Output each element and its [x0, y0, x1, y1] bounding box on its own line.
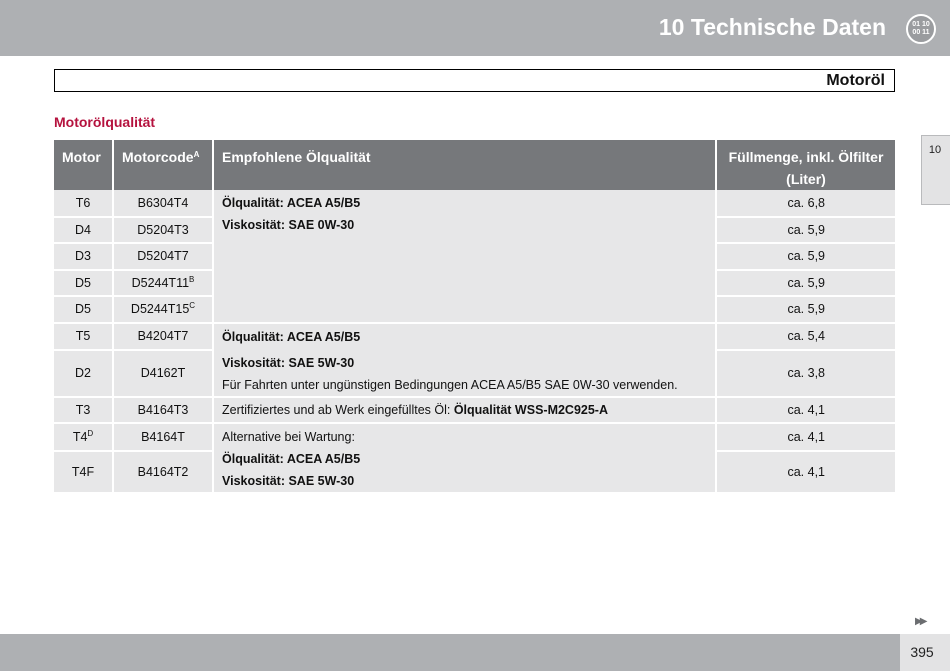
cell-code-with-footnote: [113, 270, 213, 297]
viscosity-text: Viskosität: SAE 0W-30: [222, 218, 355, 232]
viscosity-text: Viskosität: SAE 5W-30: [222, 474, 355, 488]
code-text: D5244T15: [130, 302, 190, 317]
cell-code: B6304T4: [113, 190, 213, 217]
side-tab-label: 10: [928, 144, 942, 156]
cell-code: D5204T3: [113, 217, 213, 244]
header-quality: Empfohlene Ölqualität: [213, 140, 716, 190]
page-number-box: [900, 634, 950, 671]
cell-motor: T5: [54, 323, 113, 350]
cell-motor: D5: [54, 296, 113, 323]
chapter-gauge-icon: [906, 14, 936, 44]
cell-fill: ca. 4,1: [716, 451, 895, 493]
quality-text: Ölqualität: ACEA A5/B5: [222, 452, 361, 466]
quality-text: Ölqualität: ACEA A5/B5: [222, 329, 361, 344]
viscosity-text: Viskosität: SAE 5W-30: [222, 355, 355, 370]
cell-code: B4164T: [113, 423, 213, 451]
cell-code: D5204T7: [113, 243, 213, 270]
cell-motor-with-footnote: [54, 423, 113, 451]
chapter-header-bar: [0, 0, 950, 56]
chapter-side-tab[interactable]: [921, 135, 950, 205]
table-row: [54, 397, 895, 424]
cell-motor: T3: [54, 397, 113, 424]
note-text: Für Fahrten unter ungünstigen Bedingungen ACEA A5/B5 SAE 0W-30 verwenden.: [222, 377, 678, 392]
section-title-box: [54, 69, 895, 92]
cell-motor: D5: [54, 270, 113, 297]
header-fill-line2: (Liter): [786, 171, 826, 187]
page-number: 395: [910, 644, 934, 660]
header-fill-line1: Füllmenge, inkl. Ölfilter: [728, 149, 884, 165]
motor-footnote: D: [87, 428, 94, 438]
cell-quality-group-2: [213, 323, 716, 397]
cell-fill: ca. 4,1: [716, 423, 895, 451]
factory-oil-spec: Ölqualität WSS-M2C925-A: [453, 402, 608, 417]
cell-fill: ca. 5,9: [716, 270, 895, 297]
header-motor: Motor: [54, 140, 113, 190]
chapter-title: 10 Technische Daten: [658, 14, 886, 40]
chapter-icon-line-2: 00 11: [912, 29, 930, 36]
cell-quality-group-4: [213, 423, 716, 493]
code-footnote: B: [189, 274, 195, 284]
cell-fill: ca. 5,9: [716, 243, 895, 270]
cell-fill: ca. 4,1: [716, 397, 895, 424]
table-row: [54, 423, 895, 451]
cell-code-with-footnote: [113, 296, 213, 323]
subheading: Motorölqualität: [54, 114, 156, 130]
alternative-text: Alternative bei Wartung:: [222, 430, 355, 444]
double-arrow-right-icon[interactable]: ▶▶: [915, 616, 925, 627]
header-fill: [716, 140, 895, 190]
table-row: [54, 323, 895, 350]
cell-motor: T6: [54, 190, 113, 217]
cell-code: B4204T7: [113, 323, 213, 350]
cell-quality-group-3: [213, 397, 716, 424]
header-motorcode: [113, 140, 213, 190]
cell-fill: ca. 6,8: [716, 190, 895, 217]
cell-fill: ca. 3,8: [716, 350, 895, 397]
cell-motor: T4F: [54, 451, 113, 493]
cell-code: D4162T: [113, 350, 213, 397]
cell-quality-group-1: [213, 190, 716, 323]
cell-motor: D4: [54, 217, 113, 244]
cell-motor: D2: [54, 350, 113, 397]
cell-motor: D3: [54, 243, 113, 270]
cell-code: B4164T2: [113, 451, 213, 493]
table-header-row: [54, 140, 895, 190]
motor-text: T4: [72, 429, 88, 444]
header-motorcode-label: Motorcode: [122, 149, 194, 165]
footer-bar: [0, 634, 950, 671]
cell-fill: ca. 5,9: [716, 217, 895, 244]
oil-quality-table: [54, 140, 895, 494]
factory-oil-text: Zertifiziertes und ab Werk eingefülltes Öl:: [222, 402, 454, 417]
code-footnote: C: [189, 301, 196, 311]
section-title: Motoröl: [826, 72, 885, 89]
cell-code: B4164T3: [113, 397, 213, 424]
header-motorcode-footnote: A: [193, 150, 200, 159]
cell-fill: ca. 5,4: [716, 323, 895, 350]
chapter-icon-line-1: 01 10: [912, 21, 930, 28]
table-row: [54, 190, 895, 217]
cell-fill: ca. 5,9: [716, 296, 895, 323]
code-text: D5244T11: [131, 275, 190, 290]
quality-text: Ölqualität: ACEA A5/B5: [222, 196, 361, 210]
